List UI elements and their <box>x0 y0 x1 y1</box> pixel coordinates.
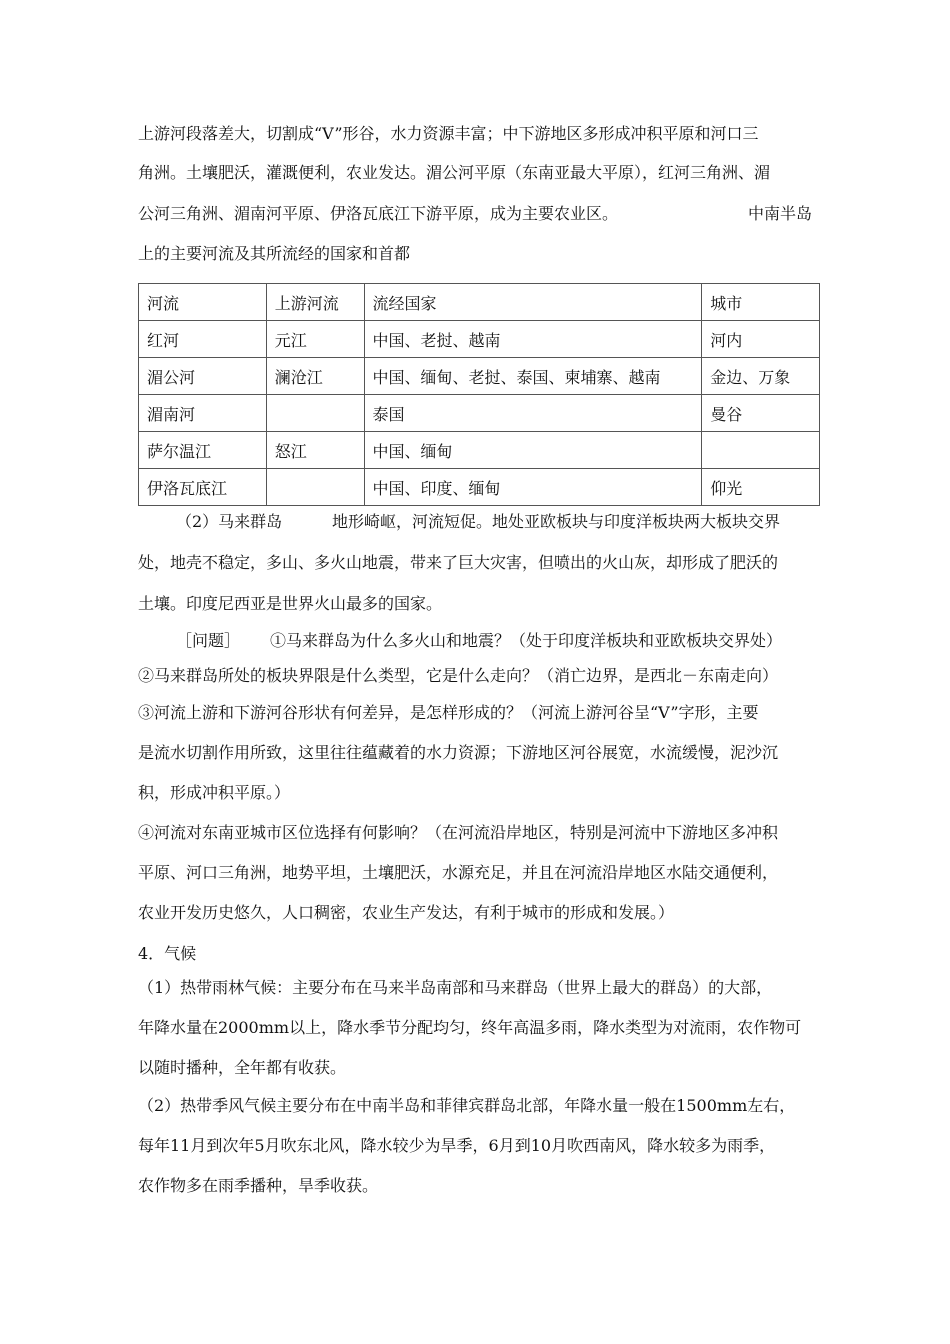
table-row <box>139 358 820 395</box>
table-cell: 河内 <box>702 321 820 358</box>
table-row <box>139 395 820 432</box>
table-cell: 仰光 <box>702 469 820 506</box>
table-cell: 中国、老挝、越南 <box>364 321 702 358</box>
table-cell <box>266 469 364 506</box>
table-cell <box>702 432 820 469</box>
table-cell: 中国、缅甸、老挝、泰国、柬埔寨、越南 <box>364 358 702 395</box>
table-cell: 红河 <box>139 321 267 358</box>
table-cell: 元江 <box>266 321 364 358</box>
rivers-table <box>138 283 820 506</box>
climate-paragraph-line: （2）热带季风气候主要分布在中南半岛和菲律宾群岛北部，年降水量一般在1500mm左右， <box>138 1096 796 1115</box>
climate-paragraph-line: 农作物多在雨季播种，旱季收获。 <box>138 1176 379 1195</box>
header-cell: 城市 <box>702 284 820 321</box>
section-heading-climate: 4．气候 <box>138 944 197 963</box>
table-caption-start: 中南半岛 <box>748 204 813 223</box>
question-3-cont: 是流水切割作用所致，这里往往蕴藏着的水力资源；下游地区河谷展宽，水流缓慢，泥沙沉 <box>138 743 779 762</box>
question-4-cont: 农业开发历史悠久，人口稠密，农业生产发达，有利于城市的形成和发展。） <box>138 903 675 922</box>
question-1: ①马来群岛为什么多火山和地震？（处于印度洋板块和亚欧板块交界处） <box>270 631 783 650</box>
river-paragraph-line: 角洲。土壤肥沃，灌溉便利，农业发达。湄公河平原（东南亚最大平原），红河三角洲、湄 <box>138 163 771 182</box>
malay-paragraph-line: 地形崎岖，河流短促。地处亚欧板块与印度洋板块两大板块交界 <box>332 512 781 531</box>
malay-label: （2）马来群岛 <box>176 512 283 531</box>
table-cell: 中国、缅甸 <box>364 432 702 469</box>
table-cell: 中国、印度、缅甸 <box>364 469 702 506</box>
climate-paragraph-line: 每年11月到次年5月吹东北风，降水较少为旱季，6月到10月吹西南风，降水较多为雨季， <box>138 1136 776 1155</box>
table-cell: 萨尔温江 <box>139 432 267 469</box>
table-row <box>139 432 820 469</box>
header-cell: 流经国家 <box>364 284 702 321</box>
table-cell: 澜沧江 <box>266 358 364 395</box>
table-row <box>139 469 820 506</box>
table-caption: 上的主要河流及其所流经的国家和首都 <box>138 244 411 263</box>
climate-paragraph-line: 以随时播种，全年都有收获。 <box>138 1058 347 1077</box>
river-paragraph-line: 上游河段落差大，切割成“V”形谷，水力资源丰富；中下游地区多形成冲积平原和河口三 <box>138 124 759 143</box>
table-cell: 泰国 <box>364 395 702 432</box>
river-paragraph-line: 公河三角洲、湄南河平原、伊洛瓦底江下游平原，成为主要农业区。 <box>138 204 619 223</box>
table-header-row <box>139 284 820 321</box>
malay-paragraph-line: 土壤。印度尼西亚是世界火山最多的国家。 <box>138 594 443 613</box>
table-cell <box>266 395 364 432</box>
climate-paragraph-line: 年降水量在2000mm以上，降水季节分配均匀，终年高温多雨，降水类型为对流雨，农作物可 <box>138 1018 802 1037</box>
table-row <box>139 321 820 358</box>
table-cell: 湄南河 <box>139 395 267 432</box>
table-cell: 伊洛瓦底江 <box>139 469 267 506</box>
header-cell: 河流 <box>139 284 267 321</box>
table-cell: 曼谷 <box>702 395 820 432</box>
malay-paragraph-line: 处，地壳不稳定，多山、多火山地震，带来了巨大灾害，但喷出的火山灰，却形成了肥沃的 <box>138 553 779 572</box>
question-4: ④河流对东南亚城市区位选择有何影响？（在河流沿岸地区，特别是河流中下游地区多冲积 <box>138 823 779 842</box>
table-cell: 怒江 <box>266 432 364 469</box>
questions-label: ［问题］ <box>176 631 241 650</box>
question-4-cont: 平原、河口三角洲，地势平坦，土壤肥沃，水源充足，并且在河流沿岸地区水陆交通便利， <box>138 863 779 882</box>
question-3-cont: 积，形成冲积平原。） <box>138 783 291 802</box>
question-2: ②马来群岛所处的板块界限是什么类型，它是什么走向？（消亡边界，是西北－东南走向） <box>138 666 779 685</box>
question-3: ③河流上游和下游河谷形状有何差异，是怎样形成的？（河流上游河谷呈“V”字形，主要 <box>138 703 759 722</box>
header-cell: 上游河流 <box>266 284 364 321</box>
climate-paragraph-line: （1）热带雨林气候：主要分布在马来半岛南部和马来群岛（世界上最大的群岛）的大部， <box>138 978 773 997</box>
table-cell: 金边、万象 <box>702 358 820 395</box>
table-cell: 湄公河 <box>139 358 267 395</box>
